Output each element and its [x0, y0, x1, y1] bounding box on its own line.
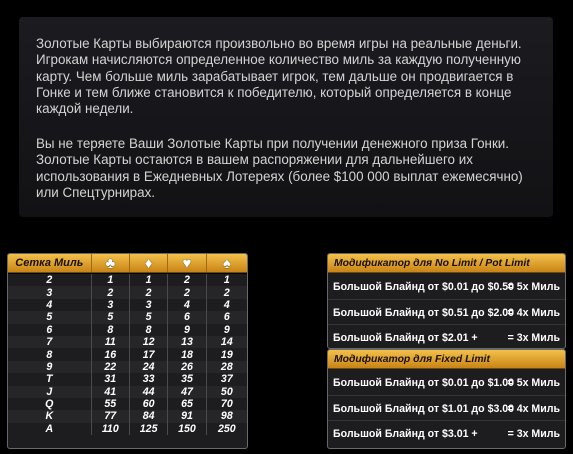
- miles-cell: 1: [92, 274, 130, 286]
- modifier-value: = 3x Миль: [507, 332, 560, 345]
- modifier-value: = 4x Миль: [507, 306, 560, 319]
- modifier-row: [328, 299, 565, 325]
- miles-cell: 35: [168, 373, 206, 385]
- miles-cell: 28: [220, 360, 233, 373]
- miles-cell: 2: [92, 286, 130, 298]
- miles-cell: 70: [220, 398, 233, 411]
- miles-cell: 19: [220, 348, 233, 361]
- info-text-panel: [19, 17, 553, 217]
- miles-grid-title: Сетка Миль: [8, 254, 92, 272]
- miles-cell: 4: [223, 298, 230, 311]
- table-row: [8, 324, 247, 336]
- info-paragraph-1: Золотые Карты выбираются произвольно во время игры на реальные деньги. Игрокам начисляются определенное количество миль за каждую полученную карту. Чем больше миль зарабатывает игрок, тем дальше он продвигается в Гонке и тем ближе становится к победителю, который определяется в конце каждой недели.: [36, 36, 522, 117]
- table-row: [8, 311, 247, 323]
- rank-cell: 3: [8, 286, 92, 298]
- miles-cell: 1: [130, 274, 168, 286]
- miles-grid-header: [8, 254, 247, 273]
- table-row: [8, 423, 247, 435]
- modifier-nolimit-title: Модификатор для No Limit / Pot Limit: [328, 254, 565, 273]
- miles-cell: 9: [223, 323, 230, 336]
- miles-cell: 26: [168, 361, 206, 373]
- modifier-fixed-panel: [327, 349, 566, 449]
- table-row: [8, 373, 247, 385]
- miles-cell: 17: [130, 348, 168, 360]
- miles-cell: 8: [92, 324, 130, 336]
- table-row: [8, 348, 247, 360]
- rank-cell: A: [8, 423, 92, 435]
- miles-cell: 3: [92, 299, 130, 311]
- heart-icon: ♥: [168, 254, 206, 272]
- miles-cell: 84: [130, 410, 168, 422]
- miles-cell: 125: [130, 423, 168, 435]
- miles-cell: 65: [168, 398, 206, 410]
- info-paragraph-2: Вы не теряете Ваши Золотые Карты при получении денежного приза Гонки. Золотые Карты остаются в вашем распоряжении для дальнейшего их использования в Ежедневных Лотереях (более $100 000 выплат ежемесячно) или Спецтурнирах.: [36, 136, 523, 200]
- table-row: [8, 386, 247, 398]
- modifier-row: [328, 274, 565, 299]
- diamond-icon: ♦: [130, 254, 168, 272]
- miles-cell: 8: [130, 324, 168, 336]
- modifier-value: = 3x Миль: [507, 428, 560, 441]
- miles-cell: 2: [223, 286, 230, 299]
- table-row: [8, 361, 247, 373]
- rank-cell: 7: [8, 336, 92, 348]
- modifier-value: = 5x Миль: [507, 281, 560, 293]
- modifier-nolimit-rows: [328, 273, 565, 349]
- miles-cell: 55: [92, 398, 130, 410]
- rank-cell: T: [8, 373, 92, 385]
- rank-cell: 4: [8, 299, 92, 311]
- miles-cell: 4: [168, 299, 206, 311]
- modifier-fixed-rows: [328, 369, 565, 446]
- modifier-row: [328, 395, 565, 421]
- table-row: [8, 274, 247, 286]
- miles-cell: 44: [130, 386, 168, 398]
- table-row: [8, 299, 247, 311]
- miles-cell: 18: [168, 348, 206, 360]
- miles-cell: 5: [130, 311, 168, 323]
- miles-cell: 150: [168, 423, 206, 435]
- spade-icon: ♠: [222, 254, 231, 272]
- miles-cell: 98: [220, 410, 233, 423]
- miles-cell: 2: [168, 274, 206, 286]
- modifier-row: [328, 370, 565, 395]
- table-row: [8, 398, 247, 410]
- modifier-label: Большой Блайнд от $2.01 +: [333, 332, 478, 345]
- rank-cell: 2: [8, 274, 92, 286]
- rank-cell: K: [8, 410, 92, 422]
- club-icon: ♣: [92, 254, 130, 272]
- miles-cell: 22: [92, 361, 130, 373]
- miles-cell: 2: [168, 286, 206, 298]
- miles-grid-body: [8, 273, 247, 435]
- miles-cell: 41: [92, 386, 130, 398]
- miles-cell: 91: [168, 410, 206, 422]
- miles-cell: 60: [130, 398, 168, 410]
- miles-grid-table: [7, 253, 248, 449]
- modifier-value: = 4x Миль: [507, 402, 560, 415]
- miles-cell: 16: [92, 348, 130, 360]
- rank-cell: J: [8, 386, 92, 398]
- modifier-label: Большой Блайнд от $0.51 до $2.00: [333, 306, 515, 319]
- miles-cell: 50: [220, 385, 233, 398]
- miles-cell: 250: [217, 422, 236, 435]
- miles-cell: 14: [220, 336, 233, 349]
- miles-cell: 5: [92, 311, 130, 323]
- miles-cell: 12: [130, 336, 168, 348]
- miles-cell: 9: [168, 324, 206, 336]
- rank-cell: 5: [8, 311, 92, 323]
- miles-cell: 24: [130, 361, 168, 373]
- miles-cell: 6: [168, 311, 206, 323]
- table-row: [8, 410, 247, 422]
- modifier-nolimit-panel: [327, 253, 566, 349]
- modifier-fixed-title: Модификатор для Fixed Limit: [328, 350, 565, 369]
- modifier-row: [328, 324, 565, 349]
- miles-cell: 110: [92, 423, 130, 435]
- table-row: [8, 286, 247, 298]
- modifier-label: Большой Блайнд от $0.01 до $0.50: [333, 281, 515, 293]
- modifier-row: [328, 420, 565, 446]
- miles-cell: 33: [130, 373, 168, 385]
- modifier-label: Большой Блайнд от $3.01 +: [333, 428, 478, 441]
- rank-cell: Q: [8, 398, 92, 410]
- rank-cell: 8: [8, 348, 92, 360]
- rank-cell: 6: [8, 324, 92, 336]
- miles-cell: 31: [92, 373, 130, 385]
- miles-cell: 1: [223, 274, 230, 287]
- modifier-label: Большой Блайнд от $1.01 до $3.00: [333, 402, 515, 415]
- miles-cell: 3: [130, 299, 168, 311]
- miles-cell: 11: [92, 336, 130, 348]
- modifier-label: Большой Блайнд от $0.01 до $1.00: [333, 377, 515, 389]
- miles-cell: 37: [220, 373, 233, 386]
- modifier-value: = 5x Миль: [507, 377, 560, 389]
- rank-cell: 9: [8, 361, 92, 373]
- miles-cell: 77: [92, 410, 130, 422]
- miles-cell: 2: [130, 286, 168, 298]
- miles-cell: 13: [168, 336, 206, 348]
- miles-cell: 47: [168, 386, 206, 398]
- table-row: [8, 336, 247, 348]
- miles-cell: 6: [223, 311, 230, 324]
